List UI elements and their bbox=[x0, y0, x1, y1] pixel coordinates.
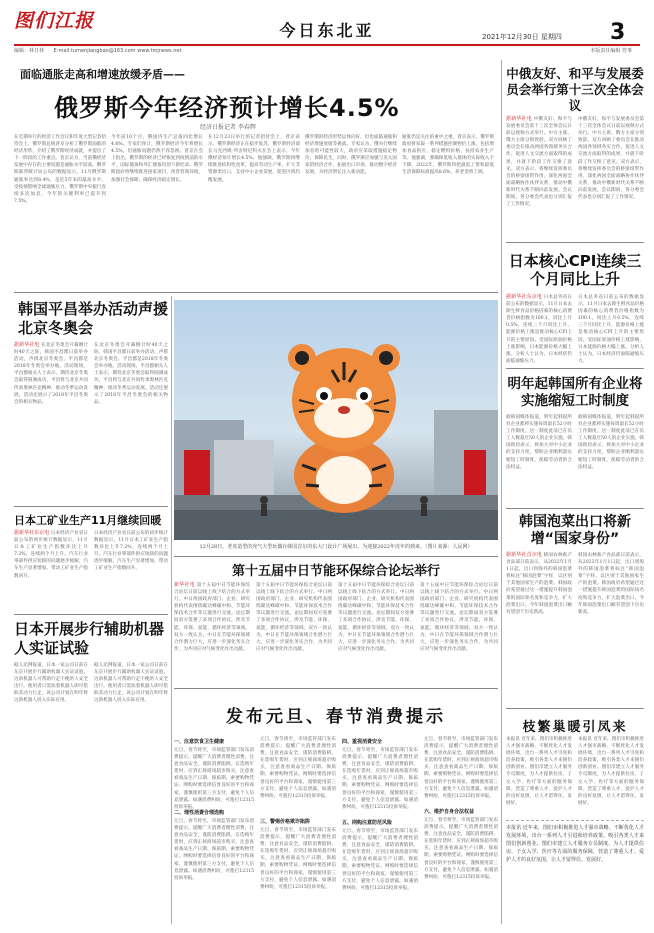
consumption-text: 元旦、春节将至，市场监管部门发布消费提示，提醒广大消费者理性消费，注意食品安全，谨防消费陷阱。在选购年货时，应到正规商场超市购买，注意查看商品生产日期、保质期，索要购物凭证。网购时要选择信誉良好的平台和商家，谨慎使用第三方支付，避免个人信息泄露。如遇消费纠纷，可拨打12315投诉举报。 bbox=[260, 828, 336, 890]
masthead-logo: 图们江报 bbox=[14, 10, 95, 32]
page-number: 3 bbox=[610, 20, 626, 45]
editor-line bbox=[14, 44, 640, 54]
industry-body: 日本经济产业省日前公布的初步统计数据显示，11月日本工矿业生产指数环比上升7.2%，连续两个月上升。汽车行业零部件供应短缺的问题逐步缓解，汽车生产显著增加，带动工矿业生产指数回升。 bbox=[14, 531, 88, 579]
lead-kicker: 面临通胀走高和增速放缓矛盾—— bbox=[20, 68, 185, 81]
consumption-col-3 bbox=[342, 736, 418, 924]
pingchang-text-1 bbox=[14, 342, 88, 502]
industry-text-2: 日本经济产业省日前公布的初步统计数据显示，11月日本工矿业生产指数环比上升7.2%，连续两个月上升。汽车行业零部件供应短缺的问题逐步缓解，汽车生产显著增加，带动工矿业生产指数回升。 bbox=[94, 531, 168, 572]
kimchi-text-1 bbox=[506, 552, 572, 702]
divider bbox=[506, 242, 644, 243]
divider bbox=[14, 292, 498, 293]
japan-cpi-text-2: 日本总务省日前公布的数据显示，11月日本去除生鲜食品价格因素的核心消费者价格指数为100.1，同比上升0.5%，连续三个月同比上升。能源价格上涨是推动核心CPI上升的主要原因。受国际原油价格上涨影响，日本能源价格大幅上涨。分析人士认为，日本经济仍面临通缩压力。 bbox=[578, 295, 644, 364]
lead-col-2: 今年前10个月，俄国内生产总值同比增长4.6%。专家们预计，俄罗斯经济今年将增长4.5%，但通胀问题仍然不容忽视。普京在会上指出，俄罗斯的经济已经恢复到疫情前的水平，国际储备和外汇储备均创下新纪录。俄罗斯政府将继续推进国家项目，改善营商环境，加强社会保障，确保经济稳定增长。 bbox=[111, 135, 203, 183]
forum-headline: 第十五届中日节能环保综合论坛举行 bbox=[231, 564, 440, 579]
consumption-text: 元旦、春节将至，市场监管部门发布消费提示，提醒广大消费者理性消费，注意食品安全，谨防消费陷阱。在选购年货时，应到正规商场超市购买，注意查看商品生产日期、保质期，索要购物凭证。网购时要选择信誉良好的平台和商家，谨慎使用第三方支付，避免个人信息泄露。如遇消费纠纷，可拨打12315投诉举报。 bbox=[424, 818, 498, 880]
lead-byline: 经济日报记者 李春辉 bbox=[200, 124, 256, 131]
divider bbox=[174, 556, 498, 557]
pingchang-dateline: 据新华社电 bbox=[14, 342, 40, 348]
column-rule bbox=[501, 60, 502, 924]
japan-cpi-headline: 日本核心CPI连续三个月同比上升 bbox=[508, 252, 642, 288]
committee-text-2: 中俄友好、和平与发展委员会第十三次全体会议日前以视频方式举行。中方主席、俄方主席分别致辞。双方回顾了委员会在推动两国各领域务实合作、促进人文交流方面取得的成果，并就下阶段工作交换了意见。双方表示，将继续发挥委员会的桥梁纽带作用，深化两国全面战略协作伙伴关系，推动中俄新时代关系不断向前发展。会议期间，各分委会代表也分别汇报了工作情况。 bbox=[578, 117, 644, 201]
pingchang-body: 在北京冬奥会开幕倒计时40天之际，韩国平昌郡日前举办活动，声援北京冬奥会。平昌郡是2018年冬奥会举办地。活动现场，平昌郡相关人士表示，期待北京冬奥会取得圆满成功，平昌将与北京共同传承奥林匹克精神，推动冬季运动发展。活动还展示了2018年平昌冬奥会的相关物品。 bbox=[14, 343, 88, 405]
forum-text-4: 第十五届中日节能环保综合论坛日前以线上线下结合的方式举行。中日两国政府部门、企业、研究机构代表围绕碳达峰碳中和、节能环保技术合作等议题进行交流。论坛期间双方签署了多项合作协议，涉及节能、环保、氢能、循环经济等领域。双方一致认为，中日在节能环保领域合作潜力巨大，应进一步深化务实合作，为共同应对气候变化作出贡献。 bbox=[420, 583, 498, 652]
japan-cpi-text-1 bbox=[506, 294, 572, 364]
consumption-col-2 bbox=[260, 736, 336, 924]
kimchi-headline: 韩国泡菜出口将新增“国家身份” bbox=[519, 514, 631, 547]
editor-contact: E-mail:tumenjiangbao@163.com www.tmjnews.net bbox=[53, 48, 182, 54]
talent-box bbox=[506, 820, 644, 924]
korea-hours-headline: 明年起韩国所有企业将实施缩短工时制度 bbox=[507, 376, 643, 409]
divider bbox=[506, 368, 644, 369]
walking-robot-text-1: 据人民网报道，日本一家公司日前在东京开展步行辅助机器人实证试验。这款机器人可帮助行走不便的人安全出行，使用者只需扶着机器人即可借助其动力行走。该公司计划在明年将这款机器人投入实际应用。 bbox=[14, 663, 88, 704]
consumption-subhead: 三、警惕价格欺诈陷阱 bbox=[260, 819, 311, 825]
committee-body: 中俄友好、和平与发展委员会第十三次全体会议日前以视频方式举行。中方主席、俄方主席分别致辞。双方回顾了委员会在推动两国各领域务实合作、促进人文交流方面取得的成果，并就下阶段工作交换了意见。双方表示，将继续发挥委员会的桥梁纽带作用，深化两国全面战略协作伙伴关系，推动中俄新时代关系不断向前发展。会议期间，各分委会代表也分别汇报了工作情况。 bbox=[506, 117, 572, 208]
consumption-text: 元旦、春节将至，市场监管部门发布消费提示，提醒广大消费者理性消费，注意食品安全，谨防消费陷阱。在选购年货时，应到正规商场超市购买，注意查看商品生产日期、保质期，索要购物凭证。网购时要选择信誉良好的平台和商家，谨慎使用第三方支付，避免个人信息泄露。如遇消费纠纷，可拨打12315投诉举报。 bbox=[260, 737, 336, 799]
pingchang-text-2: 在北京冬奥会开幕倒计时40天之际，韩国平昌郡日前举办活动，声援北京冬奥会。平昌郡是2018年冬奥会举办地。活动现场，平昌郡相关人士表示，期待北京冬奥会取得圆满成功，平昌将与北京共同传承奥林匹克精神，推动冬季运动发展。活动还展示了2018年平昌冬奥会的相关物品。 bbox=[94, 343, 168, 405]
consumption-col-4 bbox=[424, 736, 498, 924]
forum-text-3: 第十五届中日节能环保综合论坛日前以线上线下结合的方式举行。中日两国政府部门、企业、研究机构代表围绕碳达峰碳中和、节能环保技术合作等议题进行交流。论坛期间双方签署了多项合作协议，涉及节能、环保、氢能、循环经济等领域。双方一致认为，中日在节能环保领域合作潜力巨大，应进一步深化务实合作，为共同应对气候变化作出贡献。 bbox=[338, 583, 414, 652]
consumption-text: 元旦、春节将至，市场监管部门发布消费提示，提醒广大消费者理性消费，注意食品安全，谨防消费陷阱。在选购年货时，应到正规商场超市购买，注意查看商品生产日期、保质期，索要购物凭证。网购时要选择信誉良好的平台和商家，谨慎使用第三方支付，避免个人信息泄露。如遇消费纠纷，可拨打12315投诉举报。 bbox=[342, 748, 418, 810]
divider bbox=[14, 506, 168, 507]
divider bbox=[174, 688, 498, 689]
industry-headline: 日本工矿业生产11月继续回暖 bbox=[14, 514, 162, 527]
korea-hours-text-2: 据韩国媒体报道，明年起韩国所有企业都将实施每周最长52小时工作制度。这一制度此前已在员工人数超过50人的企业实施。韩国政府表示，将加大对中小企业的支持力度，帮助企业顺利落实缩短工时制度，保障劳动者的合法权益。 bbox=[578, 415, 644, 470]
committee-text-1 bbox=[506, 116, 572, 236]
lead-col-3: 在12月23日举行的记者招待会上，普京表示，俄罗斯经济正在稳步复苏。俄罗斯经济部长马克西姆·列舍特尼科夫在会上表示，今年俄经济预计增长4.5%。他强调，俄罗斯将继续推进结构性改革，提高劳动生产率，扩大非资源类出口，支持中小企业发展，促进区域均衡发展。 bbox=[208, 135, 300, 183]
japan-cpi-dateline: 据新华社东京电 bbox=[506, 294, 543, 300]
kimchi-body: 韩国农林畜产食品部日前表示，从2022年1月1日起，出口到海外的韩国泡菜将标注“韩国泡菜”字样，以区别于其他国家生产的泡菜。韩国政府希望通过这一措施提升韩国泡菜的国际知名度和竞争力，扩大泡菜出口。今年韩国泡菜出口额有望创下历史新高。 bbox=[506, 553, 572, 615]
photo-caption: 12月28日，老虎造型的充气大型玩偶在韩国首尔的东大门设计广场展出，为迎接2022年虎年的到来。（图片来源：人民网） bbox=[199, 544, 473, 550]
editor-responsible: 本版责任编辑 符事 bbox=[590, 48, 632, 54]
consumption-text: 元旦、春节将至，市场监管部门发布消费提示，提醒广大消费者理性消费，注意食品安全，谨防消费陷阱。在选购年货时，应到正规商场超市购买，注意查看商品生产日期、保质期，索要购物凭证。网购时要选择信誉良好的平台和商家，谨慎使用第三方支付，避免个人信息泄露。如遇消费纠纷，可拨打12315投诉举报。 bbox=[424, 737, 498, 799]
pingchang-headline: 韩国平昌举办活动声援北京冬奥会 bbox=[18, 300, 169, 337]
consumption-headline: 发布元旦、春节消费提示 bbox=[226, 707, 446, 727]
kimchi-text-2: 韩国农林畜产食品部日前表示，从2022年1月1日起，出口到海外的韩国泡菜将标注“韩国泡菜”字样，以区别于其他国家生产的泡菜。韩国政府希望通过这一措施提升韩国泡菜的国际知名度和竞争力，扩大泡菜出口。今年韩国泡菜出口额有望创下历史新高。 bbox=[578, 553, 644, 615]
consumption-subhead: 五、网购注意防范风险 bbox=[342, 820, 393, 826]
talent-headline: 枝繁巢暖引凤来 bbox=[522, 720, 628, 735]
consumption-subhead: 二、理性消费合理选购 bbox=[174, 810, 225, 816]
divider bbox=[14, 614, 168, 615]
header-date: 2021年12月30日 星期四 bbox=[482, 33, 562, 41]
committee-headline: 中俄友好、和平与发展委员会举行第十三次全体会议 bbox=[506, 66, 644, 113]
consumption-subhead: 四、重视消费安全 bbox=[342, 739, 383, 745]
talent-lower-text: 本报讯 近年来，图们市积极推进人才强市战略，不断优化人才发展环境，出台一系列人才引进和培养政策，吸引各类人才来图们创新创业。图们市建立人才服务专员制度，为人才提供住房、子女入学、医疗等方面的服务保障，营造了尊重人才、爱护人才的良好氛围，让人才留得住、发展好。 bbox=[506, 825, 644, 863]
industry-text-1 bbox=[14, 530, 88, 610]
consumption-col-1 bbox=[174, 736, 254, 924]
forum-dateline: 新华社电 bbox=[174, 582, 196, 588]
divider bbox=[506, 708, 644, 709]
lead-col-4: 俄罗斯的经济形势总体向好，但也面临通胀和经济增速放缓等挑战。专家认为，俄央行继续加息的可能性较大，政府应采取措施稳定物价，保障民生。同时，俄罗斯应加强与亚太国家的经济合作，拓展出口市场，推动数字经济发展，为经济增长注入新动能。 bbox=[305, 135, 397, 176]
committee-dateline: 据新华社电 bbox=[506, 116, 533, 122]
column-rule bbox=[171, 296, 172, 924]
talent-text-2: 本报讯 近年来，图们市积极推进人才强市战略，不断优化人才发展环境，出台一系列人才引进和培养政策，吸引各类人才来图们创新创业。图们市建立人才服务专员制度，为人才提供住房、子女入学、医疗等方面的服务保障，营造了尊重人才、爱护人才的良好氛围，让人才留得住、发展好。 bbox=[578, 737, 644, 806]
industry-dateline: 据新华社东京电 bbox=[14, 530, 50, 536]
consumption-text: 元旦、春节将至，市场监管部门发布消费提示，提醒广大消费者理性消费，注意食品安全，谨防消费陷阱。在选购年货时，应到正规商场超市购买，注意查看商品生产日期、保质期，索要购物凭证。网购时要选择信誉良好的平台和商家，谨慎使用第三方支付，避免个人信息泄露。如遇消费纠纷，可拨打12315投诉举报。 bbox=[342, 829, 418, 891]
consumption-subhead: 一、注意饮食卫生健康 bbox=[174, 739, 225, 745]
divider bbox=[506, 508, 644, 509]
talent-text-1: 本报讯 近年来，图们市积极推进人才强市战略，不断优化人才发展环境，出台一系列人才引进和培养政策，吸引各类人才来图们创新创业。图们市建立人才服务专员制度，为人才提供住房、子女入学、医疗等方面的服务保障，营造了尊重人才、爱护人才的良好氛围，让人才留得住、发展好。 bbox=[506, 737, 572, 806]
section-title: 今日东北亚 bbox=[279, 21, 375, 40]
editor-name: 编辑：林日林 bbox=[14, 48, 45, 54]
consumption-text: 元旦、春节将至，市场监管部门发布消费提示，提醒广大消费者理性消费，注意食品安全，谨防消费陷阱。在选购年货时，应到正规商场超市购买，注意查看商品生产日期、保质期，索要购物凭证。网购时要选择信誉良好的平台和商家，谨慎使用第三方支付，避免个人信息泄露。如遇消费纠纷，可拨打12315投诉举报。 bbox=[174, 748, 254, 810]
lead-headline: 俄罗斯今年经济预计增长4.5% bbox=[54, 94, 400, 122]
lead-col-5: 通胀仍是关注的重中之重。普京表示，俄罗斯政府将采取一系列措施控制物价上涨，包括增加食品供应、稳定燃料价格、扶持农业生产等。他强调，要确保低收入群体的实际收入不下降。2022年，俄罗斯将把最低工资和最低生活保障标准提高8.6%，养老金将上调。 bbox=[402, 135, 494, 176]
forum-text-1 bbox=[174, 582, 250, 682]
japan-cpi-body: 日本总务省日前公布的数据显示，11月日本去除生鲜食品价格因素的核心消费者价格指数为100.1，同比上升0.5%，连续三个月同比上升。能源价格上涨是推动核心CPI上升的主要原因。受国际原油价格上涨影响，日本能源价格大幅上涨。分析人士认为，日本经济仍面临通缩压力。 bbox=[506, 295, 572, 364]
walking-robot-text-2: 据人民网报道，日本一家公司日前在东京开展步行辅助机器人实证试验。这款机器人可帮助行走不便的人安全出行，使用者只需扶着机器人即可借助其动力行走。该公司计划在明年将这款机器人投入实际应用。 bbox=[94, 663, 168, 704]
tiger-photo bbox=[174, 300, 498, 540]
walking-robot-headline: 日本开展步行辅助机器人实证试验 bbox=[14, 620, 165, 657]
forum-text-2: 第十五届中日节能环保综合论坛日前以线上线下结合的方式举行。中日两国政府部门、企业、研究机构代表围绕碳达峰碳中和、节能环保技术合作等议题进行交流。论坛期间双方签署了多项合作协议，涉及节能、环保、氢能、循环经济等领域。双方一致认为，中日在节能环保领域合作潜力巨大，应进一步深化务实合作，为共同应对气候变化作出贡献。 bbox=[256, 583, 332, 652]
forum-body: 第十五届中日节能环保综合论坛日前以线上线下结合的方式举行。中日两国政府部门、企业、研究机构代表围绕碳达峰碳中和、节能环保技术合作等议题进行交流。论坛期间双方签署了多项合作协议，涉及节能、环保、氢能、循环经济等领域。双方一致认为，中日在节能环保领域合作潜力巨大，应进一步深化务实合作，为共同应对气候变化作出贡献。 bbox=[174, 583, 250, 652]
consumption-subhead: 六、维护自身合法权益 bbox=[424, 809, 475, 815]
consumption-text: 元旦、春节将至，市场监管部门发布消费提示，提醒广大消费者理性消费，注意食品安全，谨防消费陷阱。在选购年货时，应到正规商场超市购买，注意查看商品生产日期、保质期，索要购物凭证。网购时要选择信誉良好的平台和商家，谨慎使用第三方支付，避免个人信息泄露。如遇消费纠纷，可拨打12315投诉举报。 bbox=[174, 819, 254, 881]
lead-col-1: 在近期举行的经济工作会议和年度大型记者招待会上，俄罗斯总统普京分析了俄罗斯面临的经济形势，介绍了俄罗斯经济成就，并提出了下一阶段的工作重点。普京认为，当前俄经济发展中存在的主要问题是通胀水平较高。俄罗斯联邦统计局公布的数据显示，11月俄罗斯通胀率达到8.4%，是近5年来的最高水平。受疫情影响全球通胀压力，俄罗斯中央银行连续多次加息，今年的关键利率已提升到7.5%。 bbox=[14, 135, 106, 204]
korea-hours-text-1: 据韩国媒体报道，明年起韩国所有企业都将实施每周最长52小时工作制度。这一制度此前已在员工人数超过50人的企业实施。韩国政府表示，将加大对中小企业的支持力度，帮助企业顺利落实缩短工时制度，保障劳动者的合法权益。 bbox=[506, 415, 572, 470]
kimchi-dateline: 据新华社首尔电 bbox=[506, 552, 543, 558]
